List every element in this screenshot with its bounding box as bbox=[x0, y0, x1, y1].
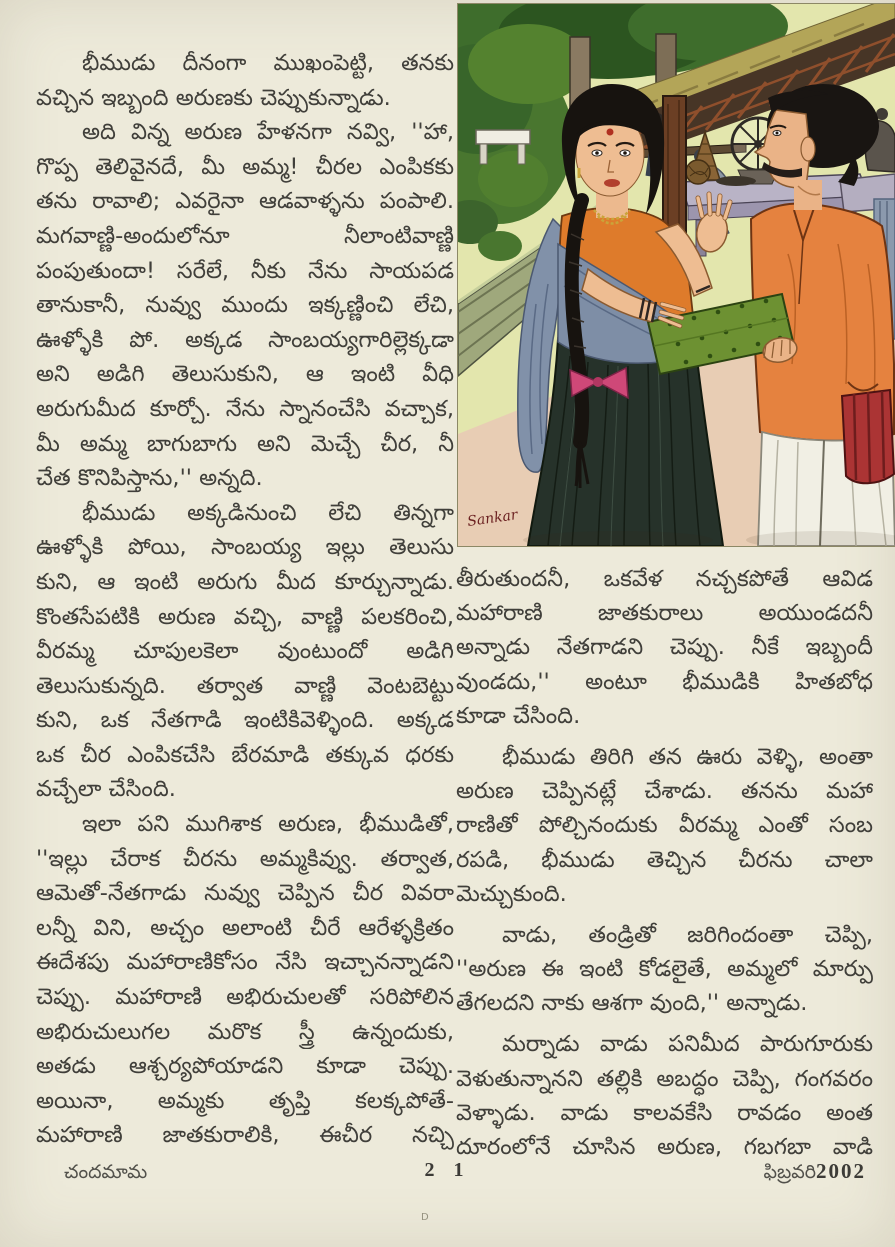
text-line: మహారాణి జాతకురాలు అయుండదనీ bbox=[456, 600, 873, 627]
footer-issue-date bbox=[763, 1159, 866, 1188]
text-line: రపడి, భీముడు తెచ్చిన చీరను చాలా bbox=[456, 846, 873, 873]
text-line: అరుగుమీద కూర్చో. నేను స్నానంచేసి వచ్చాక, bbox=[36, 395, 454, 422]
text-line: వాడు, తండ్రితో జరిగిందంతా చెప్పి, bbox=[502, 921, 873, 948]
story-text-left-column bbox=[36, 46, 454, 1153]
text-line: మర్నాడు వాడు పనిమీద పారుగూరుకు bbox=[502, 1031, 873, 1058]
text-line: లన్నీ విని, అచ్చం అలాంటి చీరే ఆరేళ్ళక్రితం bbox=[36, 914, 454, 941]
text-line: చేత కొనిపిస్తాను,'' అన్నది. bbox=[36, 465, 263, 492]
text-line: వుండదు,'' అంటూ భీముడికి హితబోధ bbox=[456, 668, 873, 695]
text-line: పంపుతుందా! సరేలే, నీకు నేను సాయపడ bbox=[36, 257, 454, 284]
text-line: వచ్చిన ఇబ్బంది అరుణకు చెప్పుకున్నాడు. bbox=[36, 84, 391, 111]
illustration bbox=[457, 3, 895, 547]
footer bbox=[0, 1157, 895, 1191]
text-line: మగవాణ్ణి-అందులోనూ నీలాంటివాణ్ణి bbox=[36, 222, 454, 249]
shoulder-bag bbox=[842, 390, 894, 483]
text-line: చెప్పు. మహారాణి అభిరుచులతో సరిపోలిన bbox=[36, 984, 454, 1011]
text-line: కుని, ఒక నేతగాడి ఇంటికివెళ్ళింది. అక్కడ bbox=[36, 707, 454, 734]
text-line: భీముడు దీనంగా ముఖంపెట్టి, తనకు bbox=[82, 50, 454, 76]
text-line: ఒక చీర ఎంపికచేసి బేరమాడి తక్కువ ధరకు bbox=[36, 741, 454, 768]
text-line: భీముడు అక్కడినుంచి లేచి తిన్నగా bbox=[82, 499, 454, 526]
text-line: కొంతసేపటికి అరుణ వచ్చి, వాణ్ణి పలకరించి, bbox=[36, 603, 454, 630]
footer-magazine-title: చందమామ bbox=[64, 1161, 148, 1183]
text-line: వెళుతున్నానని తల్లికి అబద్ధం చెప్పి, గంగవరం bbox=[456, 1065, 873, 1092]
text-line: వచ్చేలా చేసింది. bbox=[36, 776, 176, 803]
dark-heap bbox=[716, 176, 756, 186]
text-line: ''అరుణ ఈ ఇంటి కోడలైతే, అమ్మలో మార్పు bbox=[456, 956, 873, 983]
footer-issue-year: 2002 bbox=[816, 1159, 866, 1183]
text-line: కూడా చేసింది. bbox=[456, 702, 581, 729]
text-line: అది విన్న అరుణ హేళనగా నవ్వి, ''హా, bbox=[82, 119, 454, 146]
text-line: తెలుసుకున్నది. తర్వాత వాణ్ణి వెంటబెట్టు bbox=[36, 672, 454, 699]
artist-signature: Sankar bbox=[466, 507, 519, 530]
text-line: ''ఇల్లు చేరాక చీరను అమ్మకివ్వు. తర్వాత, bbox=[36, 845, 454, 872]
text-line: తేగలదని నాకు ఆశగా వుంది,'' అన్నాడు. bbox=[456, 990, 808, 1017]
text-line: అరుణ చెప్పినట్లే చేశాడు. తనను మహా bbox=[456, 778, 873, 805]
text-line: ఆమెతో-నేతగాడు నువ్వు చెప్పిన చీర వివరా bbox=[36, 880, 454, 907]
footer-issue-month: ఫిబ్రవరి bbox=[763, 1161, 816, 1183]
text-line: మహారాణి జాతకురాలికి, ఈచీర నచ్చి bbox=[36, 1122, 454, 1149]
text-line: ఊళ్ళోకి పోయి, సాంబయ్య ఇల్లు తెలుసు bbox=[36, 534, 454, 561]
text-line: ఈదేశపు మహారాణికోసం నేసి ఇచ్చానన్నాడని bbox=[36, 949, 454, 976]
text-line: తీరుతుందనీ, ఒకవేళ నచ్చకపోతే ఆవిడ bbox=[456, 566, 873, 592]
text-line: తానుకానీ, నువ్వు ముందు ఇక్కణ్ణించి లేచి, bbox=[36, 292, 454, 319]
text-line: భీముడు తిరిగి తన ఊరు వెళ్ళి, అంతా bbox=[502, 743, 873, 770]
text-line: రాణితో పోల్చినందుకు వీరమ్మ ఎంతో సంబ bbox=[456, 812, 873, 839]
printer-mark: D bbox=[421, 1212, 429, 1223]
man-ear bbox=[801, 137, 815, 161]
text-line: అతడు ఆశ్చర్యపోయాడని కూడా చెప్పు. bbox=[36, 1053, 454, 1080]
bindi bbox=[607, 129, 614, 136]
text-line: తను రావాలి; ఎవరైనా ఆడవాళ్ళను పంపాలి. bbox=[36, 188, 454, 215]
story-text-right-column bbox=[456, 562, 873, 1164]
text-line: అన్నాడు నేతగాడని చెప్పు. నీకే ఇబ్బందీ bbox=[456, 634, 873, 661]
text-line: వీరమ్మ చూపులకెలా వుంటుందో అడిగి bbox=[36, 638, 454, 665]
text-line: మెచ్చుకుంది. bbox=[456, 880, 567, 907]
text-line: అని అడిగి తెలుసుకుని, ఆ ఇంటి వీధి bbox=[36, 361, 454, 388]
text-line: గొప్ప తెలివైనదే, మీ అమ్మ! చీరల ఎంపికకు bbox=[36, 153, 454, 180]
text-line: మీ అమ్మ బాగుబాగు అని మెచ్చే చీర, నీ bbox=[36, 430, 454, 457]
text-line: వెళ్ళాడు. వాడు కాలవకేసి రావడం అంత bbox=[456, 1099, 873, 1126]
text-line: దూరంలోనే చూసిన అరుణ, గబగబా వాడి bbox=[456, 1134, 873, 1160]
text-line: అభిరుచులుగల మరొక స్త్రీ ఉన్నందుకు, bbox=[36, 1018, 454, 1045]
text-line: ఊళ్ళోకి పో. అక్కడ సాంబయ్యగారిల్లెక్కడా bbox=[36, 326, 454, 353]
text-line: ఇలా పని ముగిశాక అరుణ, భీముడితో, bbox=[82, 811, 454, 838]
text-line: అయినా, అమ్మకు తృప్తి కలక్కపోతే- bbox=[36, 1087, 454, 1114]
footer-page-number: 2 1 bbox=[424, 1159, 471, 1181]
text-line: కుని, ఆ ఇంటి అరుగు మీద కూర్చున్నాడు. bbox=[36, 568, 454, 595]
